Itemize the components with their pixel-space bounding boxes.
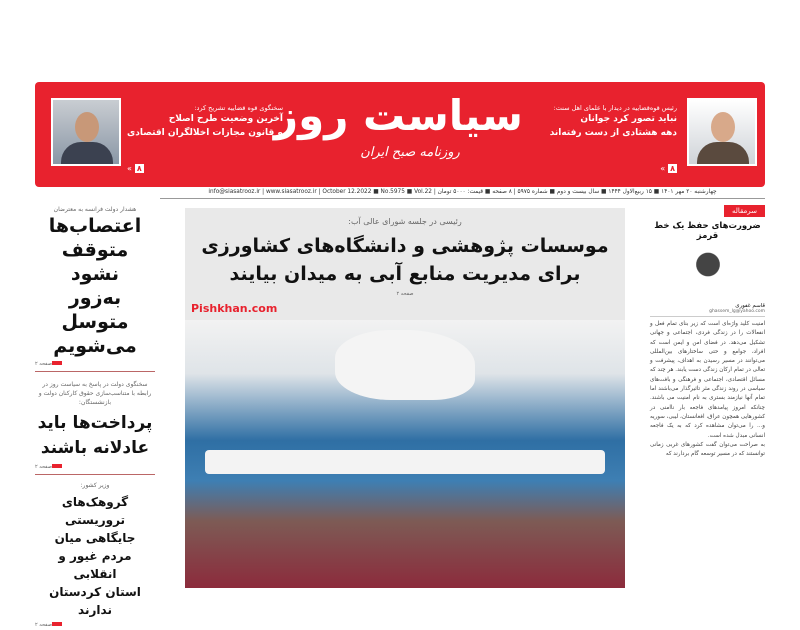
editorial-badge: سرمقاله xyxy=(724,205,765,217)
author-photo xyxy=(688,247,728,297)
author-name: قاسم غفوری xyxy=(735,303,765,309)
story-2[interactable]: سخنگوی دولت در پاسخ به سیاست روز در رابطه با متناسب‌سازی حقوق کارکنان دولت و بازنشستگان: پرداخت‌ها باید عادلانه باشند صفحه ۲ xyxy=(35,380,155,470)
main-headline: موسسات پژوهشی و دانشگاه‌های کشاورزی برای مدیریت منابع آبی به میدان بیایند xyxy=(201,235,609,285)
story-1[interactable]: هشدار دولت فرانسه به معترضان اعتصاب‌ها متوقف نشود به‌زور متوسل می‌شویم صفحه ۲ xyxy=(35,205,155,367)
divider xyxy=(35,474,155,475)
editorial-text-2: به صراحت می‌توان گفت کشورهای غربی زمانی توانستند که در مسیر توسعه گام بردارند که xyxy=(650,441,765,458)
page-ref[interactable]: صفحه ۲ xyxy=(35,622,155,628)
editorial-text: امنیت کلید واژه‌ای است که زیر بنای تمام فعل و انفعالات را در زندگی فردی، اجتماعی و جهانی تشکیل می‌دهد. در فضای امن و ایمن است که افراد، جوامع و حتی ساختارهای بین‌المللی می‌توانند در مسیر رسیدن به اهداف، پیشرفت و تعالی در تمام ارکان زندگی دست یابند. هر چند که مسائل اقتصادی، اجتماعی و فرهنگی و بافت‌های سیاسی در روند زندگی مثر تاثیرگذار می‌باشند اما تمام آنها نیازمند بستری به نام امنیت می باشند. چنانکه امروز پیامدهای فاجعه بار ناامنی در کشورهایی همچون عراق، افغانستان، لیبی، سوریه و... را می‌توان مشاهده کرد که به یک فاجعه انسانی مبدل شده است. xyxy=(650,321,765,439)
watermark-logo: Pishkhan.com xyxy=(191,302,278,315)
teaser-right[interactable]: رئیس قوه‌قضاییه در دیدار با علمای اهل سنت: نباید تصور کرد جوانان دهه هشتادی از دست رفته‌اند xyxy=(549,104,677,138)
iran-map xyxy=(335,330,475,400)
conference-table xyxy=(205,450,605,474)
story-3[interactable]: وزیر کشور: گروهک‌های تروریستی جایگاهی میان مردم غیور و انقلابی استان کردستان ندارند صفحه ۲ xyxy=(35,481,155,628)
page-ref-right[interactable]: ۸» xyxy=(660,164,675,173)
page-ref-left[interactable]: ۸» xyxy=(127,164,142,173)
issue-info: چهارشنبه ۲۰ مهر ۱۴۰۱ ■ ۱۵ ربیع‌الاول ۱۴۴۴ ■ سال بیست و دوم ■ شماره ۵۹۷۵ | ۸ صفحه ■ قیمت: ۵۰۰۰ تومان | info@siasatrooz.ir | www.siasatrooz.ir | October 12.2022 ■ No.5975 ■ Vol.22 xyxy=(160,189,765,199)
page-ref[interactable]: صفحه ۲ xyxy=(35,361,155,367)
divider xyxy=(35,371,155,372)
meeting-photo xyxy=(185,320,625,588)
cleric-photo xyxy=(687,98,757,166)
editorial-column[interactable] xyxy=(650,205,765,459)
masthead-logo: سیاست روز روزنامه صبح ایران xyxy=(273,91,523,160)
author-email: ghassem_lg@yahoo.com xyxy=(650,309,765,317)
left-column xyxy=(35,205,155,630)
spokesman-photo xyxy=(51,98,121,166)
main-kicker: رئیسی در جلسه شورای عالی آب: xyxy=(348,217,462,226)
editorial-title: ضرورت‌های حفظ یک خط قرمز xyxy=(654,221,761,241)
masthead-banner xyxy=(35,82,765,187)
main-story[interactable] xyxy=(185,208,625,588)
page-ref[interactable]: صفحه ۲ xyxy=(35,464,155,470)
page-ref[interactable]: صفحه ۲ xyxy=(396,291,414,297)
teaser-left[interactable]: سخنگوی قوه قضاییه تشریح کرد: آخرین وضعیت طرح اصلاح و قانون مجازات اخلالگران اقتصادی xyxy=(127,104,284,138)
